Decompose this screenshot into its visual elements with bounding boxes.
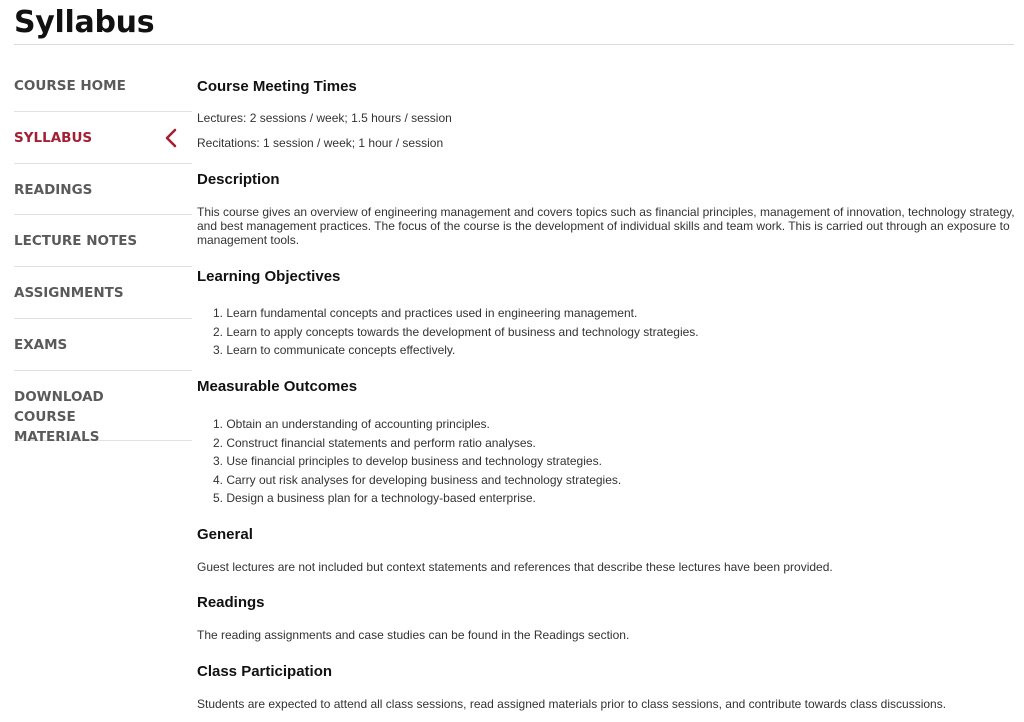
list-item: 4. Carry out risk analyses for developing business and technology strategies. — [212, 472, 622, 487]
objectives-list — [197, 304, 699, 360]
sidebar-item-label: LECTURE NOTES — [14, 233, 138, 249]
section-heading-description: Description — [197, 171, 280, 188]
sidebar-item-download-course-materials[interactable] — [14, 371, 192, 445]
readings-text: The reading assignments and case studies can be found in the Readings section. — [197, 628, 630, 642]
lectures-text: Lectures: 2 sessions / week; 1.5 hours / session — [197, 111, 452, 125]
sidebar-item-label: DOWNLOAD COURSE MATERIALS — [14, 389, 104, 445]
sidebar-item-label: SYLLABUS — [14, 130, 93, 146]
participation-text: Students are expected to attend all class sessions, read assigned materials prior to class sessions, and contribute towards class discussions. — [197, 697, 947, 711]
chevron-left-icon — [164, 128, 178, 148]
sidebar-item-label: EXAMS — [14, 337, 68, 353]
list-item-text: Obtain an understanding of accounting principles. — [226, 417, 490, 431]
page-header — [14, 0, 1014, 45]
sidebar-item-exams[interactable] — [14, 319, 192, 371]
sidebar-item-assignments[interactable] — [14, 267, 192, 319]
list-item: 3. Use financial principles to develop business and technology strategies. — [212, 454, 602, 468]
list-item-text: Use financial principles to develop business and technology strategies. — [226, 454, 602, 468]
section-heading-general: General — [197, 526, 253, 543]
list-item: 1. Learn fundamental concepts and practices used in engineering management. — [212, 306, 638, 320]
list-item: 2. Construct financial statements and perform ratio analyses. — [212, 435, 536, 450]
page-title: Syllabus — [14, 5, 155, 40]
section-heading-class-participation: Class Participation — [197, 663, 333, 680]
list-item: 3. Learn to communicate concepts effectively. — [212, 343, 456, 357]
sidebar-item-lecture-notes[interactable] — [14, 215, 192, 267]
list-item-text: Carry out risk analyses for developing business and technology strategies. — [226, 472, 622, 487]
sidebar-nav — [14, 60, 192, 445]
list-item: 1. Obtain an understanding of accounting principles. — [212, 417, 490, 431]
list-item-text: Design a business plan for a technology-based enterprise. — [226, 491, 536, 505]
sidebar-item-label: ASSIGNMENTS — [14, 285, 124, 301]
sidebar-item-syllabus[interactable] — [14, 112, 192, 164]
section-heading-readings: Readings — [197, 594, 265, 611]
list-item-text: Learn fundamental concepts and practices used in engineering management. — [226, 306, 638, 320]
general-text: Guest lectures are not included but context statements and references that describe these lectures have been provided. — [197, 560, 833, 574]
list-item-text: Learn to communicate concepts effectively. — [226, 343, 456, 357]
outcomes-list — [197, 415, 621, 508]
section-heading-meeting-times: Course Meeting Times — [197, 78, 357, 95]
recitations-text: Recitations: 1 session / week; 1 hour / session — [197, 136, 444, 150]
list-item-text: Learn to apply concepts towards the development of business and technology strategies. — [226, 324, 699, 339]
list-item: 5. Design a business plan for a technology-based enterprise. — [212, 491, 536, 505]
sidebar-item-readings[interactable] — [14, 164, 192, 215]
section-heading-measurable-outcomes: Measurable Outcomes — [197, 378, 358, 395]
list-item: 2. Learn to apply concepts towards the development of business and technology strategies. — [212, 324, 699, 339]
section-heading-learning-objectives: Learning Objectives — [197, 268, 341, 285]
sidebar-item-course-home[interactable] — [14, 60, 192, 112]
description-text: This course gives an overview of engineering management and covers topics such as financial principles, management of innovation, technology strategy, and best management practices. The focus of the course is the development of individual skills and team work. This is carried out through an exposure to management tools. — [197, 205, 1015, 247]
sidebar-item-label: READINGS — [14, 182, 93, 198]
sidebar-item-label: COURSE HOME — [14, 78, 126, 94]
list-item-text: Construct financial statements and perform ratio analyses. — [226, 435, 536, 450]
